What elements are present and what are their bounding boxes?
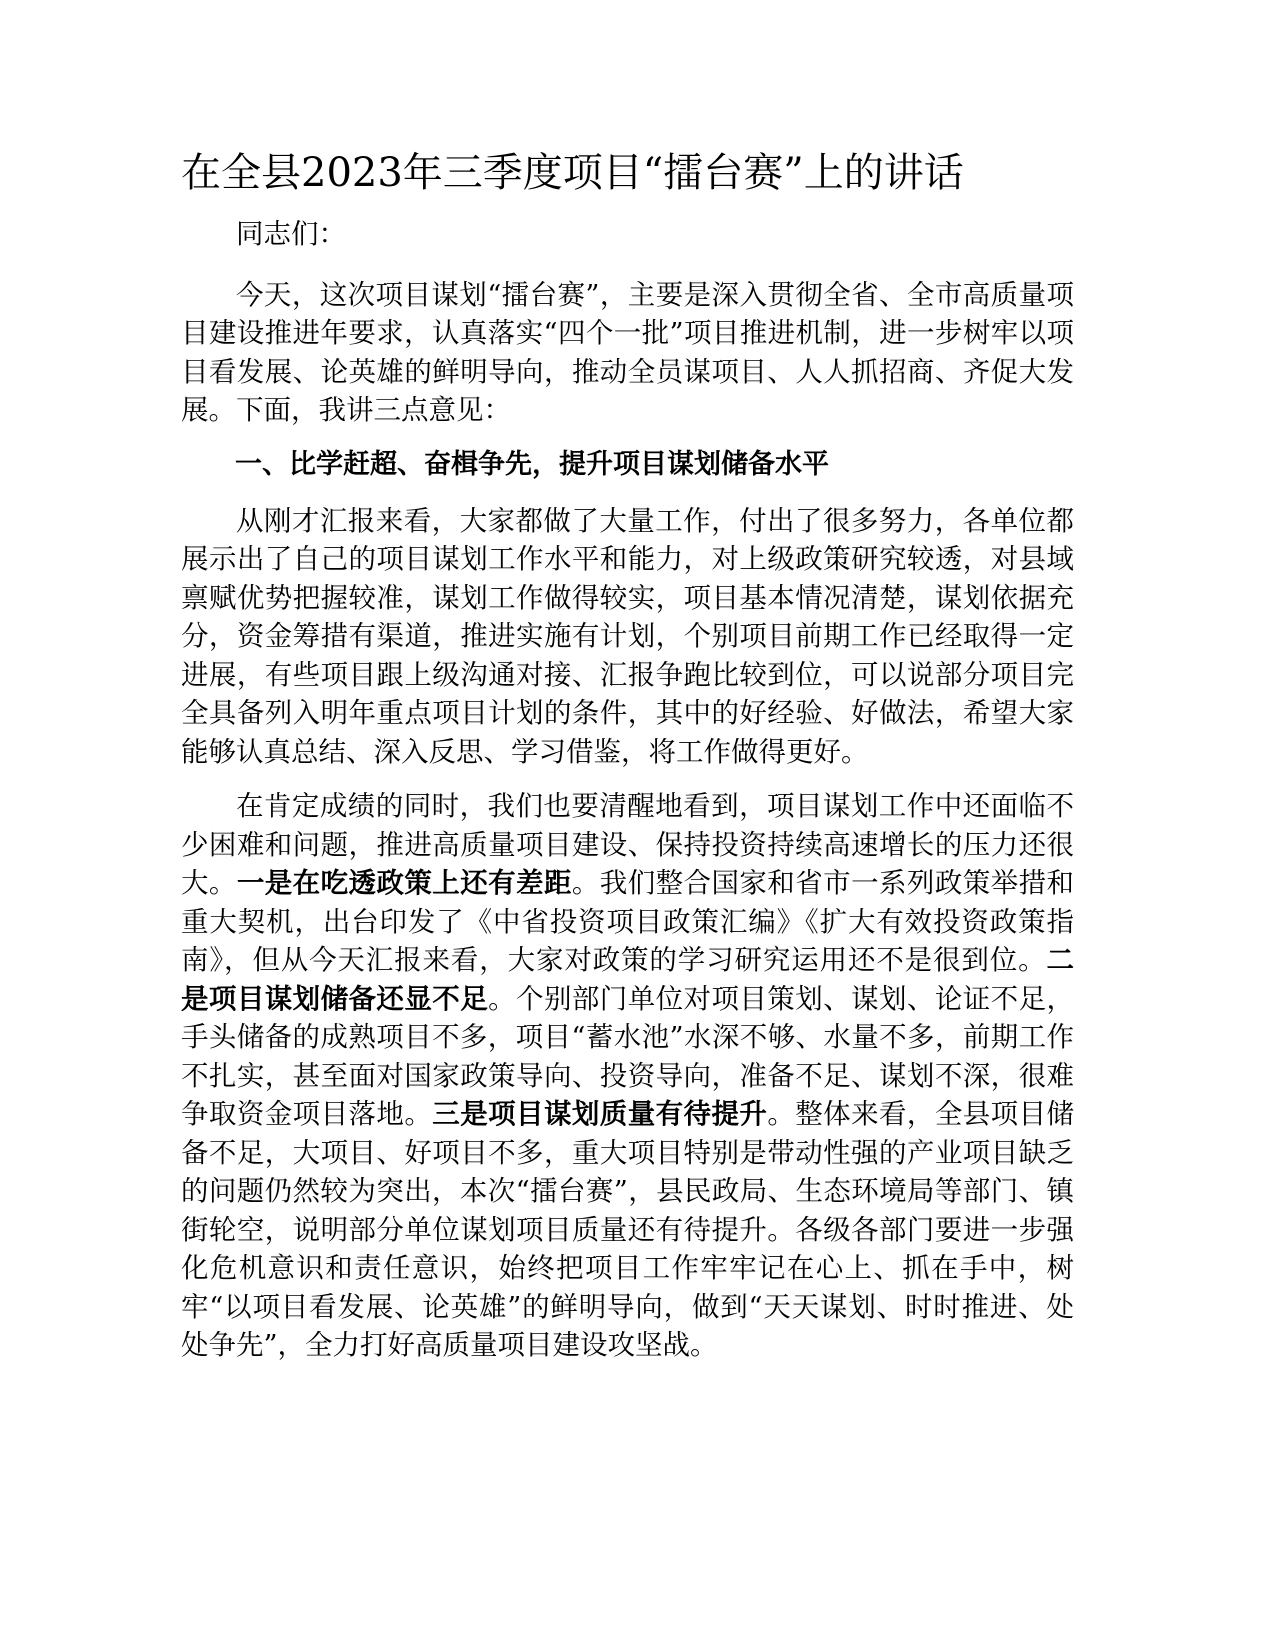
paragraph-achievements: 从刚才汇报来看，大家都做了大量工作，付出了很多努力，各单位都展示出了自己的项目谋划工作水平和能力，对上级政策研究较透，对县域禀赋优势把握较准，谋划工作做得较实，项目基本情况清楚，谋划依据充分，资金筹措有渠道，推进实施有计划，个别项目前期工作已经取得一定进展，有些项目跟上级沟通对接、汇报争跑比较到位，可以说部分项目完全具备列入明年重点项目计划的条件，其中的好经验、好做法，希望大家能够认真总结、深入反思、学习借鉴，将工作做得更好。 [181,504,1074,768]
section-heading-1: 一、比学赶超、奋楫争先，提升项目谋划储备水平 [235,448,829,480]
problem-point-2: 二是项目谋划储备还显不足 [181,944,1074,1015]
greeting: 同志们： [236,218,346,250]
document-title: 在全县2023年三季度项目“擂台赛”上的讲话 [181,150,964,196]
problems-text-2: 。我们整合国家和省市一系列政策举措和重大契机，出台印发了《中省投资项目政策汇编》《扩大有效投资政策指南》，但从今天汇报来看，大家对政策的学习研究运用还不是很到位。 [181,867,1075,976]
problems-text-1: 在肯定成绩的同时，我们也要清醒地看到，项目谋划工作中还面临不少困难和问题，推进高质量项目建设、保持投资持续高速增长的压力还很大。 [181,790,1074,899]
problem-point-1: 一是在吃透政策上还有差距 [236,867,572,899]
paragraph-problems [181,787,1074,1365]
problems-text-3: 。个别部门单位对项目策划、谋划、论证不足，手头储备的成熟项目不多，项目“蓄水池”水深不够、水量不多，前期工作不扎实，甚至面对国家政策导向、投资导向，准备不足、谋划不深，很难争取资金项目落地。 [181,982,1075,1130]
problems-text-4: 。整体来看，全县项目储备不足，大项目、好项目不多，重大项目特别是带动性强的产业项目缺乏的问题仍然较为突出，本次“擂台赛”，县民政局、生态环境局等部门、镇街轮空，说明部分单位谋划项目质量还有待提升。各级各部门要进一步强化危机意识和责任意识，始终把项目工作牢牢记在心上、抓在手中，树牢“以项目看发展、论英雄”的鲜明导向，做到“天天谋划、时时推进、处处争先”，全力打好高质量项目建设攻坚战。 [181,1098,1075,1361]
problem-point-3: 三是项目谋划质量有待提升 [432,1098,768,1130]
intro-paragraph: 今天，这次项目谋划“擂台赛”，主要是深入贯彻全省、全市高质量项目建设推进年要求，认真落实“四个一批”项目推进机制，进一步树牢以项目看发展、论英雄的鲜明导向，推动全员谋项目、人人抓招商、齐促大发展。下面，我讲三点意见： [181,278,1074,426]
document-page [181,145,1074,1381]
